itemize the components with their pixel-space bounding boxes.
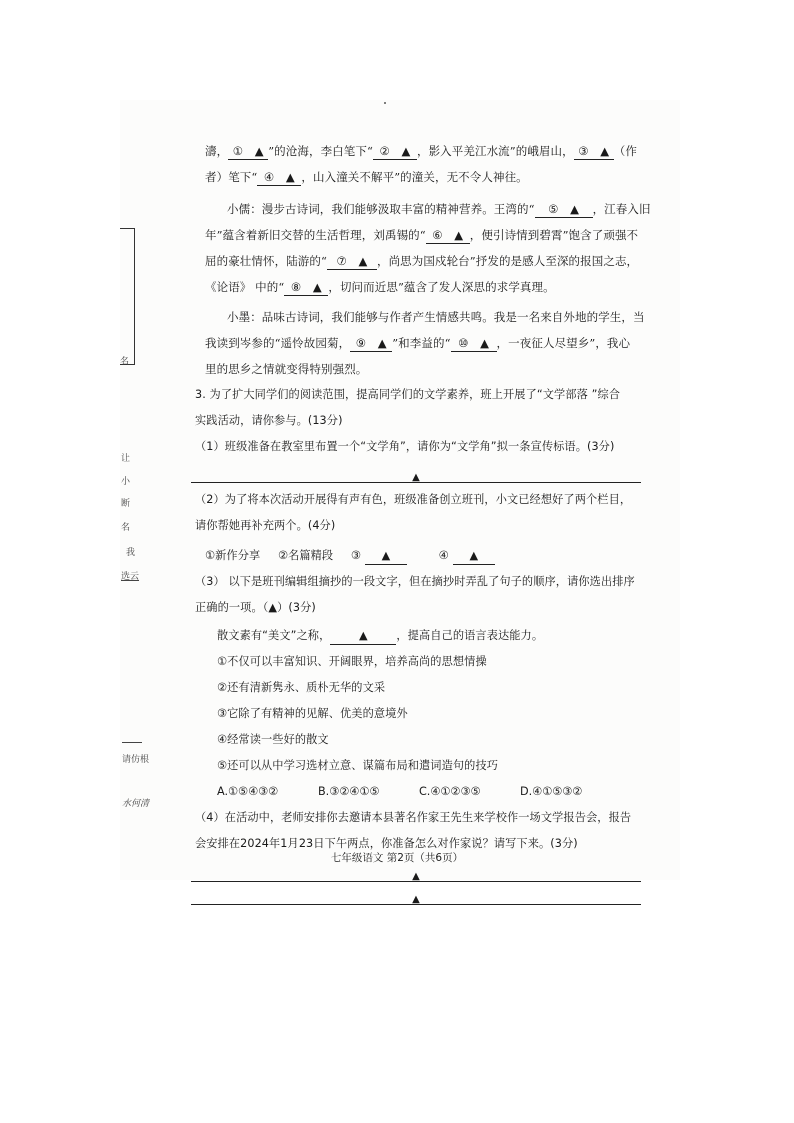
slogan-answer-line[interactable]: ▲: [191, 460, 641, 483]
option-b[interactable]: B.③②④①⑤: [318, 785, 380, 798]
sentence-1: ①不仅可以丰富知识、开阔眼界，培养高尚的思想情操: [217, 655, 487, 668]
xiaomo-line-3: 里的思乡之情就变得特别强烈。: [205, 362, 368, 376]
answer-blank-7[interactable]: ⑦ ▲: [327, 253, 377, 270]
margin-fragment: 名: [121, 523, 131, 533]
margin-fragment: 水何清: [122, 799, 150, 809]
column-blank-3[interactable]: ▲: [365, 548, 407, 565]
answer-blank-2[interactable]: ② ▲: [373, 143, 417, 160]
xiaoru-line-2: 年”蕴含着新旧交替的生活哲理，刘禹锡的“ ⑥ ▲ ，便引诗情到碧霄”饱含了顽强不: [205, 228, 639, 242]
poem-line-1: 濤， ① ▲ ”的沧海，李白笔下“ ② ▲ ，影入平羌江水流”的峨眉山， ③ ▲ （作: [205, 144, 637, 158]
margin-fragment: 请仿根: [122, 755, 150, 765]
question-3-3-cont: 正确的一项。（▲）(3分): [195, 601, 316, 614]
question-3-2-cont: 请你帮她再补充两个。(4分): [195, 519, 336, 532]
question-3-4-cont: 会安排在2024年1月23日下午两点，你准备怎么对作家说？请写下来。(3分): [195, 837, 578, 850]
question-3-2: （2）为了将本次活动开展得有声有色，班级准备创立班刊，小文已经想好了两个栏目，: [195, 493, 632, 506]
answer-blank-4[interactable]: ④ ▲: [257, 169, 301, 186]
sentence-4: ④经常读一些好的散文: [217, 733, 329, 746]
question-3-4: （4）在活动中，老师安排你去邀请本县著名作家王先生来学校作一场文学报告会，报告: [195, 811, 632, 824]
question-3-intro-cont: 实践活动，请你参与。(13分): [195, 414, 343, 427]
answer-blank-9[interactable]: ⑨ ▲: [350, 335, 392, 352]
binding-margin-bracket: [120, 228, 135, 365]
option-c[interactable]: C.④①②③⑤: [419, 785, 481, 798]
margin-fragment: 断: [121, 499, 131, 509]
page-footer: 七年级语文 第2页（共6页）: [330, 852, 464, 864]
passage-blank[interactable]: ▲: [330, 628, 396, 645]
invitation-answer-line-1[interactable]: ▲: [191, 859, 641, 882]
question-3-3: （3） 以下是班刊编辑组摘抄的一段文字，但在摘抄时弄乱了句子的顺序，请你选出排序: [195, 575, 635, 588]
answer-blank-10[interactable]: ⑩ ▲: [451, 335, 497, 352]
answer-blank-3[interactable]: ③ ▲: [574, 143, 614, 160]
margin-fragment: 名: [120, 357, 130, 367]
column-list: ①新作分享 ②名篇精段 ③ ▲ ④ ▲: [195, 543, 635, 569]
sentence-3: ③它除了有精神的见解、优美的意境外: [217, 707, 408, 720]
passage-line: 散文素有“美文”之称， ▲ ，提高自己的语言表达能力。: [195, 623, 635, 649]
poem-line-2: 者）笔下“ ④ ▲ ，山入潼关不解平”的潼关，无不令人神往。: [205, 170, 528, 184]
question-3-intro: 3. 为了扩大同学们的阅读范围，提高同学们的文学素养，班上开展了“文学部落 ”综合: [195, 388, 621, 401]
column-blank-4[interactable]: ▲: [453, 548, 495, 565]
margin-fragment: 小: [121, 477, 131, 487]
answer-blank-8[interactable]: ⑧ ▲: [284, 279, 328, 296]
invitation-answer-line-2[interactable]: ▲: [191, 882, 641, 905]
paper-speck: [384, 102, 386, 104]
xiaomo-line-1: 小墨：品味古诗词，我们能够与作者产生情感共鸣。我是一名来自外地的学生，当: [227, 310, 645, 324]
question-3-1: （1）班级准备在教室里布置一个“文学角”，请你为“文学角”拟一条宣传标语。(3分): [195, 440, 615, 453]
xiaoru-line-1: 小儒：漫步古诗词，我们能够汲取丰富的精神营养。王湾的“ ⑤ ▲ ，江春入旧: [227, 202, 651, 216]
sentence-5: ⑤还可以从中学习选材立意、谋篇布局和遣词造句的技巧: [217, 759, 499, 772]
choice-options: [195, 779, 635, 805]
margin-fragment: 让: [121, 454, 131, 464]
margin-fragment: 选云: [121, 572, 140, 582]
margin-rule: [122, 742, 142, 743]
xiaoru-line-4: 《论语》 中的“ ⑧ ▲ ，切问而近思”蕴含了发人深思的求学真理。: [205, 280, 555, 294]
margin-fragment: 我: [126, 548, 136, 558]
option-d[interactable]: D.④①⑤③②: [520, 785, 583, 798]
xiaoru-line-3: 屈的豪壮情怀，陆游的“ ⑦ ▲ ，尚思为国戍轮台”抒发的是感人至深的报国之志，: [205, 254, 639, 268]
sentence-2: ②还有清新隽永、质朴无华的文采: [217, 681, 386, 694]
option-a[interactable]: A.①⑤④③②: [217, 785, 279, 798]
xiaomo-line-2: 我读到岑参的“遥怜故园菊， ⑨ ▲ ”和李益的“ ⑩ ▲ ，一夜征人尽望乡”，我心: [205, 336, 631, 350]
exam-content: [195, 138, 651, 905]
answer-blank-1[interactable]: ① ▲: [228, 143, 268, 160]
answer-blank-6[interactable]: ⑥ ▲: [426, 227, 470, 244]
answer-blank-5[interactable]: ⑤ ▲: [535, 201, 593, 218]
